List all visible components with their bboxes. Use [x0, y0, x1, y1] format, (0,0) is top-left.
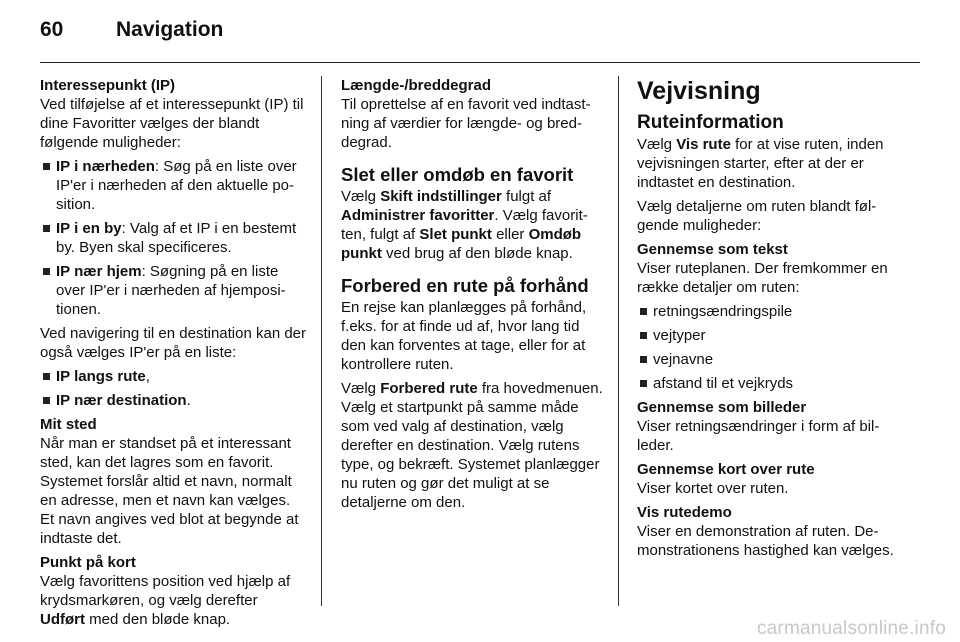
text-run: . Vælg favoritten, fulgt af [341, 207, 588, 243]
column-2 [341, 76, 604, 517]
list-item [40, 157, 306, 214]
text-run: Vælg [341, 380, 381, 397]
heading-prepare-route: Forbered en rute på forhånd [341, 275, 589, 296]
heading-route-info: Ruteinformation [637, 112, 784, 133]
text-run: Vælg [341, 188, 381, 205]
option-label: IP i en by [56, 220, 122, 237]
section-title-my-place: Mit sted [40, 416, 97, 433]
option-text: : Søg på en liste over IP'er i nærheden af den aktuelle position. [56, 158, 297, 213]
text-run-bold: Udført [40, 611, 85, 628]
my-place-text: Når man er standset på et interessant sted, kan det lagres som en favorit. Systemet forslår altid et navn, normalt en adresse, men et navn kan vælges. Et navn angives ved blot at begynde at indtaste det. [40, 435, 299, 547]
latlon-text: Til oprettelse af en favorit ved indtastning af værdier for længde- og breddegrad. [341, 96, 591, 151]
text-run: Vælg favorittens position ved hjælp af krydsmarkøren, og vælg derefter [40, 573, 291, 609]
poi-intro: Ved tilføjelse af et interessepunkt (IP) til dine Favoritter vælges der blandt følgende muligheder: [40, 96, 304, 151]
map-point-text [40, 572, 306, 629]
text-run: for at vise ruten, inden vejvisningen starter, efter at der er indtastet en destination. [637, 136, 884, 191]
section-title-map-view: Gennemse kort over rute [637, 461, 815, 478]
section-title-latlon: Længde-/breddegrad [341, 77, 492, 94]
section-title-image-view: Gennemse som billeder [637, 399, 807, 416]
text-run-bold: Skift indstillinger [380, 188, 502, 205]
text-run: med den bløde knap. [85, 611, 231, 628]
heading-rename-favorite: Slet eller omdøb en favorit [341, 164, 574, 185]
section-title-poi: Interessepunkt (IP) [40, 77, 176, 94]
rename-text [341, 187, 604, 263]
text-run-bold: Slet punkt [419, 226, 492, 243]
list-item: vejnavne [637, 350, 907, 369]
list-item [40, 367, 306, 386]
list-item [40, 262, 306, 319]
list-item [40, 219, 306, 257]
image-view-text: Viser retningsændringer i form af billeder. [637, 418, 880, 454]
section-title-text-view: Gennemse som tekst [637, 241, 788, 258]
text-run-bold: Administrer favoritter [341, 207, 495, 224]
option-label: IP nær destination [56, 392, 187, 409]
header-rule [40, 62, 920, 63]
page-number: 60 [40, 18, 64, 41]
column-1 [40, 76, 306, 634]
watermark-text: carmanualsonline.info [756, 618, 946, 639]
map-view-text: Viser kortet over ruten. [637, 480, 789, 497]
section-title-route-demo: Vis rutedemo [637, 504, 732, 521]
route-demo-text: Viser en demonstration af ruten. Demonstrationens hastighed kan vælges. [637, 523, 894, 559]
poi-route-list [40, 367, 306, 410]
text-run: ved brug af den bløde knap. [381, 245, 573, 262]
list-item: retningsændringspile [637, 302, 907, 321]
prepare-text-1: En rejse kan planlægges på forhånd, f.eks. for at finde ud af, hvor lang tid den kan forventes at tage, eller for at kontrollere ruten. [341, 299, 587, 373]
poi-options-list [40, 157, 306, 319]
option-text: : Søgning på en liste over IP'er i nærheden af hjempositionen. [56, 263, 286, 318]
poi-paragraph-2: Ved navigering til en destination kan der også vælges IP'er på en liste: [40, 325, 307, 361]
option-text: , [145, 368, 150, 385]
option-text: . [186, 392, 191, 409]
option-label: IP langs rute [56, 368, 146, 385]
text-run-bold: Omdøb punkt [341, 226, 582, 262]
text-run: Vælg [637, 136, 677, 153]
text-run-bold: Vis rute [676, 136, 731, 153]
page-header [40, 18, 223, 42]
section-title-map-point: Punkt på kort [40, 554, 136, 571]
route-details-list [637, 302, 907, 393]
list-item [40, 391, 306, 410]
option-label: IP i nærheden [56, 158, 155, 175]
route-info-text [637, 135, 907, 192]
text-run: fulgt af [501, 188, 552, 205]
text-view-text: Viser ruteplanen. Der fremkommer en række detaljer om ruten: [637, 260, 888, 296]
list-item: vejtyper [637, 326, 907, 345]
column-divider-1 [321, 76, 322, 606]
prepare-text-2 [341, 379, 604, 512]
option-label: IP nær hjem [56, 263, 142, 280]
heading-guidance: Vejvisning [637, 77, 761, 105]
text-run: fra hovedmenuen. Vælg et startpunkt på samme måde som ved valg af destination, vælg derefter en destination. Vælg rutens type, og bekræft. Systemet planlægger nu ruten og gør det muligt at se detaljerne om den. [341, 380, 603, 511]
column-divider-2 [618, 76, 619, 606]
text-run: eller [491, 226, 529, 243]
list-item: afstand til et vejkryds [637, 374, 907, 393]
route-info-text-2: Vælg detaljerne om ruten blandt følgende muligheder: [637, 198, 877, 234]
page-title: Navigation [116, 18, 224, 41]
column-3 [637, 76, 907, 565]
option-text: : Valg af et IP i en bestemt by. Byen skal specificeres. [56, 220, 297, 256]
text-run-bold: Forbered rute [380, 380, 478, 397]
